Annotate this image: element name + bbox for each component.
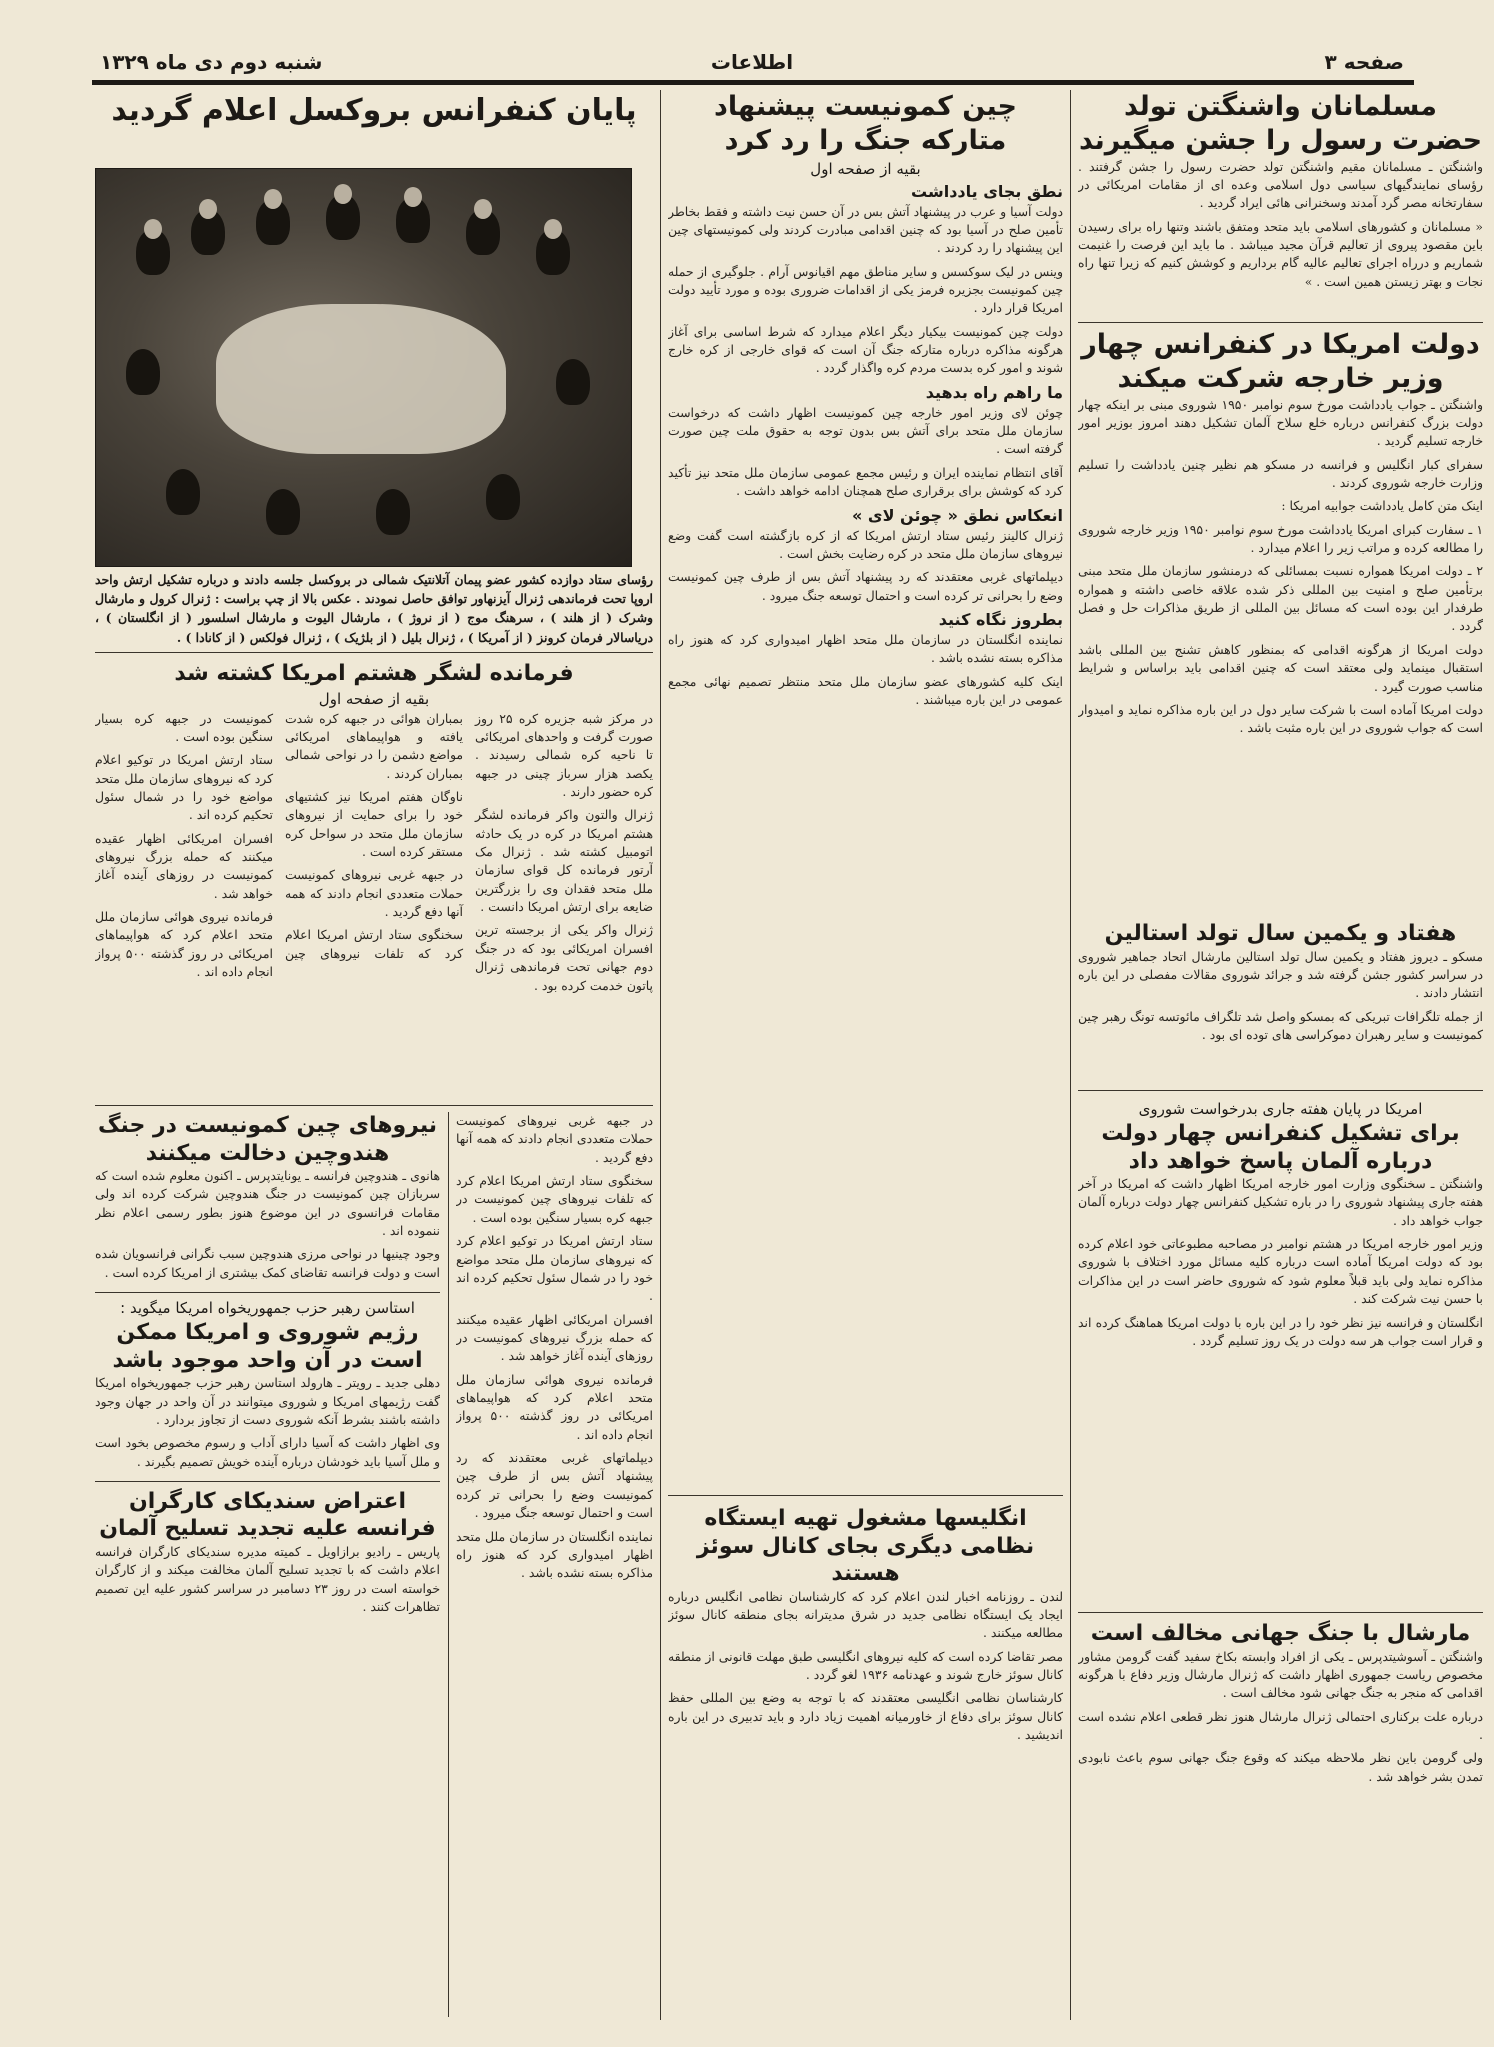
conference-table	[216, 304, 506, 454]
paragraph: در مرکز شبه جزیره کره ۲۵ روز صورت گرفت و واحدهای امریکائی تا ناحیه کره شمالی رسیدند . یکصد هزار سرباز چینی در جبهه کره حضور دارند .	[475, 710, 653, 799]
article-four-ministers	[1078, 328, 1483, 890]
article-french-unions	[95, 1488, 440, 1616]
article-marshall	[1078, 1620, 1483, 2020]
attendee	[556, 359, 590, 405]
paragraph: چوئن لای وزیر امور خارجه چین کمونیست اظهار داشت که درخواست سازمان ملل متحد برای آتش بس بدون توجه به حقوق ملت چین صورت گرفته است .	[668, 404, 1063, 457]
paragraph: افسران امریکائی اظهار عقیده میکنند که حمله بزرگ نیروهای کمونیست در روزهای آینده آغاز خواهد شد .	[456, 1311, 653, 1364]
paragraph: آقای انتظام نماینده ایران و رئیس مجمع عمومی سازمان ملل متحد نیز تأکید کرد که کوشش برای برقراری صلح همچنان ادامه خواهد داشت .	[668, 464, 1063, 499]
headline: اعتراض سندیکای کارگران فرانسه علیه تجدید تسلیح آلمان	[99, 1488, 436, 1542]
divider	[1078, 322, 1483, 323]
divider	[95, 1105, 653, 1106]
paragraph: مصر تقاضا کرده است که کلیه نیروهای انگلیسی طبق مهلت قانونی از منطقه کانال سوئز خارج شوند و عهدنامه ۱۹۳۶ لغو گردد .	[668, 1648, 1063, 1682]
inner-column-divider	[448, 1112, 449, 2017]
article-stalin-birthday	[1078, 920, 1483, 1085]
face	[144, 219, 162, 239]
headline: انگلیسها مشغول تهیه ایستگاه نظامی دیگری بجای کانال سوئز هستند	[696, 1506, 1035, 1586]
continuation-note: بقیه از صفحه اول	[318, 689, 430, 708]
paragraph: ستاد ارتش امریکا در توکیو اعلام کرد که نیروهای سازمان ملل متحد مواضع خود را در شمال سئول تحکیم کرده اند .	[95, 752, 273, 823]
paragraph: واشنگتن ـ آسوشیتدپرس ـ یکی از افراد وابسته بکاخ سفید گفت گرومن مشاور مخصوص ریاست جمهوری اظهار داشت که ژنرال مارشال وزیر دفاع با هرگونه اقدامی که منجر به جنگ جهانی شود مخالف است .	[1078, 1648, 1483, 1701]
paragraph: وجود چینیها در نواحی مرزی هندوچین سبب نگرانی فرانسویان شده است و دولت فرانسه تقاضای کمک بیشتری از امریکا کرده است .	[95, 1246, 440, 1280]
paragraph: فرمانده نیروی هوائی سازمان ملل متحد اعلام کرد که هواپیماهای امریکائی در روز گذشته ۵۰۰ پرواز انجام داده اند .	[95, 909, 273, 980]
header-rule	[92, 80, 1414, 85]
paragraph: دولت چین کمونیست بیکیار دیگر اعلام میدارد که شرط اساسی برای آغاز هرگونه مذاکره درباره متارکه جنگ آن است که قوای خارجی از کره خارج شوند و امور کره بدست مردم کره واگذار گردد .	[668, 323, 1063, 376]
article-indochina	[95, 1112, 440, 1282]
subhead: بطروز نگاه کنید	[938, 609, 1063, 629]
paragraph: دهلی جدید ـ رویتر ـ هارولد استاسن رهبر حزب جمهوریخواه امریکا گفت رژیمهای امریکا و شوروی میتوانند در آن واحد در جهان وجود داشته باشند بشرط آنکه شوروی دست از تجاوز بردارد .	[95, 1375, 440, 1427]
divider	[95, 1481, 440, 1482]
paragraph: ۱ ـ سفارت کبرای امریکا یادداشت مورخ سوم نوامبر ۱۹۵۰ وزیر خارجه شوروی را مطالعه کرده و مراتب زیر را اعلام میدارد .	[1078, 521, 1483, 556]
headline: پایان کنفرانس بروکسل اعلام گردید	[111, 93, 637, 128]
page-number: صفحه ۳	[1324, 50, 1404, 74]
paragraph: وی اظهار داشت که آسیا دارای آداب و رسوم مخصوص بخود است و ملل آسیا باید خودشان درباره آینده خویش تصمیم بگیرند .	[95, 1435, 440, 1469]
paragraph: « مسلمانان و کشورهای اسلامی باید متحد ومتفق باشند وتنها راه برای رسیدن باین مقصود پیروی از تعالیم قرآن مجید میباشد . ما باید این فرصت را غنیمت شماریم و درراه اجرای تعالیم عالیه گام برداریم و کوشش کنیم که زیرا تنها راه نجات و بهتر زیستن همین است . »	[1078, 218, 1483, 289]
paragraph: وینس در لیک سوکسس و سایر مناطق مهم اقیانوس آرام . جلوگیری از حمله چین کمونیست بجزیره فرمز یکی از اقدامات ضروری بوده و مورد تأیید دولت امریکا قرار دارد .	[668, 263, 1063, 316]
subhead: ما راهم راه بدهید	[925, 382, 1063, 402]
paragraph: اینک کلیه کشورهای عضو سازمان ملل متحد منتظر تصمیم نهائی مجمع عمومی در این باره میباشند .	[668, 673, 1063, 708]
photo-caption-block	[95, 570, 653, 658]
paragraph: مسکو ـ دیروز هفتاد و یکمین سال تولد استالین مارشال اتحاد جماهیر شوروی در سراسر کشور جشن گرفته شد و جرائد شوروی مقالات مفصلی در این باره انتشار دادند .	[1078, 948, 1483, 1001]
paper-name: اطلاعات	[710, 50, 794, 74]
paragraph: درباره علت برکناری احتمالی ژنرال مارشال هنوز نظر قطعی اعلام نشده است .	[1078, 1708, 1483, 1742]
headline: نیروهای چین کمونیست در جنگ هندوچین دخالت میکنند	[97, 1113, 438, 1166]
paragraph: سخنگوی ستاد ارتش امریکا اعلام کرد که تلفات نیروهای چین کمونیست در جبهه کره بسیار سنگین بوده است .	[95, 710, 463, 961]
face	[544, 219, 562, 239]
headline: چین کمونیست پیشنهاد متارکه جنگ را رد کرد	[714, 91, 1017, 156]
paragraph: از جمله تلگرافات تبریکی که بمسکو واصل شد تلگراف مائوتسه تونگ رهبر چین کمونیست و سایر رهبران دموکراسی های توده ای بود .	[1078, 1008, 1483, 1042]
paragraph: نماینده انگلستان در سازمان ملل متحد اظهار امیدواری کرد که هنوز راه مذاکره بسته نشده باشد .	[456, 1528, 653, 1581]
face	[474, 199, 492, 219]
divider	[1078, 1090, 1483, 1091]
brussels-conference-photo	[95, 168, 632, 567]
paragraph: هانوی ـ هندوچین فرانسه ـ یونایتدپرس ـ اکنون معلوم شده است که سربازان چین کمونیست در جنگ هندوچین شرکت کرده اند ولی مقامات فرانسوی در این موضوع هنوز بطور رسمی اعلام نظر ننموده اند .	[95, 1168, 440, 1239]
headline: مارشال با جنگ جهانی مخالف است	[1090, 1621, 1471, 1646]
attendee	[266, 489, 300, 535]
attendee	[126, 349, 160, 395]
paragraph: ناوگان هفتم امریکا نیز کشتیهای خود را برای حمایت از نیروهای سازمان ملل متحد در سواحل کره مستقر کرده است .	[285, 788, 463, 860]
article-suez-base	[668, 1505, 1063, 2020]
continuation-column	[456, 1112, 653, 2017]
paragraph: دیپلماتهای غربی معتقدند که رد پیشنهاد آتش بس از طرف چین کمونیست وضع را بحرانی تر کرده است و احتمال توسعه جنگ میرود .	[456, 1450, 653, 1521]
divider	[95, 652, 653, 653]
article-stassen	[95, 1299, 440, 1471]
article-prophet-birthday	[1078, 90, 1483, 318]
paragraph: افسران امریکائی اظهار عقیده میکنند که حمله بزرگ نیروهای کمونیست در روزهای آینده آغاز خواهد شد .	[95, 830, 273, 901]
subhead: نطق بجای یادداشت	[911, 181, 1063, 201]
headline: فرمانده لشگر هشتم امریکا کشته شد	[174, 661, 574, 686]
attendee	[486, 474, 520, 520]
paragraph: ژنرال والتون واکر فرمانده لشگر هشتم امریکا در کره در یک حادثه اتومبیل کشته شد . ژنرال مک آرتور فرمانده کل قوای سازمان ملل متحد فقدان وی را بزرگترین ضایعه برای ارتش امریکا دانست .	[475, 807, 653, 915]
divider	[1078, 1612, 1483, 1613]
headline: هفتاد و یکمین سال تولد استالین	[1104, 921, 1457, 946]
kicker: امریکا در پایان هفته جاری بدرخواست شوروی	[1138, 1100, 1423, 1118]
article-brussels-headline	[95, 92, 653, 152]
headline: دولت امریکا در کنفرانس چهار وزیر خارجه شرکت میکند	[1081, 329, 1480, 394]
paragraph: فرمانده نیروی هوائی سازمان ملل متحد اعلام کرد که هواپیماهای امریکائی در روز گذشته ۵۰۰ پرواز انجام داده اند .	[456, 1371, 653, 1442]
face	[334, 184, 352, 204]
subhead: انعکاس نطق « چوئن لای »	[852, 505, 1063, 525]
paragraph: کارشناسان نظامی انگلیسی معتقدند که با توجه به وضع بین المللی حفظ کانال سوئز برای دفاع از خاورمیانه اهمیت زیاد دارد و باید تدبیری در این باره اندیشید .	[668, 1690, 1063, 1743]
column-divider-left	[660, 90, 661, 2020]
paragraph: پاریس ـ رادیو برازاویل ـ کمیته مدیره سندیکای کارگران فرانسه اعلام داشت که با تجدید تسلیح آلمان مخالفت میکند و از کارگران خواسته است در روز ۲۳ دسامبر در سراسر کشور علیه این تصمیم تظاهرات کنند .	[95, 1543, 440, 1615]
article-china-rejects-ceasefire	[668, 90, 1063, 1485]
paragraph: در جبهه غربی نیروهای کمونیست حملات متعددی انجام دادند که همه آنها دفع گردید .	[456, 1113, 653, 1165]
article-germany-reply	[1078, 1098, 1483, 1608]
paragraph: ولی گرومن باین نظر ملاحظه میکند که وقوع جنگ جهانی سوم باعث نابودی تمدن بشر خواهد شد .	[1078, 1750, 1483, 1784]
paragraph: واشنگتن ـ جواب یادداشت مورخ سوم نوامبر ۱۹۵۰ شوروی مبنی بر اینکه چهار دولت بزرگ کنفرانس درباره خلع سلاح آلمان تشکیل دهند امروز بوزیر امور خارجه تسلیم گردید .	[1078, 396, 1483, 449]
paragraph: دولت آسیا و عرب در پیشنهاد آتش بس در آن حسن نیت داشته و فقط بخاطر تأمین صلح در آسیا بود که چنین اقدامی مبادرت کردند ولی کمونیستهای چین این پیشنهاد را رد کردند .	[668, 203, 1063, 256]
paragraph: دولت امریکا آماده است با شرکت سایر دول در این باره مذاکره نماید و امیدوار است که جواب شوروی در این باره مثبت باشد .	[1078, 701, 1483, 736]
attendee	[376, 489, 410, 535]
paragraph: نماینده انگلستان در سازمان ملل متحد اظهار امیدواری کرد که هنوز راه مذاکره بسته نشده باشد .	[668, 631, 1063, 666]
face	[264, 189, 282, 209]
paragraph: دولت امریکا از هرگونه اقدامی که بمنظور کاهش تشنج بین المللی باشد استقبال مینماید ولی معتقد است که چنین اقدامی باید براساس و شرایط مناسب صورت گیرد .	[1078, 641, 1483, 694]
divider	[668, 1495, 1063, 1496]
paragraph: بمباران هوائی در جبهه کره شدت یافته و هواپیماهای امریکائی مواضع دشمن را در نواحی شمالی بمباران کردند .	[285, 710, 463, 781]
paragraph: واشنگتن ـ مسلمانان مقیم واشنگتن تولد حضرت رسول را جشن گرفتند . رؤسای نمایندگیهای سیاسی دول اسلامی وعده ای از مقامات امریکائی در سفارتخانه مصر گرد آمدند وسخنرانی هائی ایراد گردید .	[1078, 158, 1483, 211]
paragraph: انگلستان و فرانسه نیز نظر خود را در این باره با دولت امریکا هماهنگ کرده اند و قرار است جواب هر سه دولت در یک روز تسلیم گردد .	[1078, 1314, 1483, 1348]
kicker: استاسن رهبر حزب جمهوریخواه امریکا میگوید :	[120, 1299, 415, 1318]
headline: رژیم شوروی و امریکا ممکن است در آن واحد موجود باشد	[112, 1320, 423, 1373]
column-divider-right	[1070, 90, 1071, 2020]
paragraph: ژنرال کالینز رئیس ستاد ارتش امریکا که از کره بازگشته است گفت وضع نیروهای سازمان ملل متحد در کره رضایت بخش است .	[668, 527, 1063, 561]
face	[199, 199, 217, 219]
paragraph: ستاد ارتش امریکا در توکیو اعلام کرد که نیروهای سازمان ملل متحد مواضع خود را در شمال سئول تحکیم کرده اند .	[456, 1233, 653, 1304]
paragraph: ژنرال واکر یکی از برجسته ترین افسران امریکائی بود که در جنگ دوم جهانی تحت فرماندهی ژنرال پاتون خدمت کرده بود .	[475, 922, 653, 993]
paragraph: در جبهه غربی نیروهای کمونیست حملات متعددی انجام دادند که همه آنها دفع گردید .	[285, 867, 463, 920]
paragraph: سخنگوی ستاد ارتش امریکا اعلام کرد که تلفات نیروهای چین کمونیست در جبهه کره بسیار سنگین بوده است .	[456, 1173, 653, 1225]
issue-date: شنبه دوم دی ماه ۱۳۲۹	[100, 50, 323, 74]
paragraph: وزیر امور خارجه امریکا در هشتم نوامبر در مصاحبه مطبوعاتی خود اعلام کرده بود که دولت امریکا آماده است درباره کلیه مسائل مورد اختلاف با شوروی مذاکره نماید ولی باید قبلاً معلوم شود که شوروی حاضر است در این مذاکرات با حسن نیت شرکت کند .	[1078, 1236, 1483, 1307]
face	[404, 187, 422, 207]
paragraph: لندن ـ روزنامه اخبار لندن اعلام کرد که کارشناسان نظامی انگلیس درباره ایجاد یک ایستگاه نظامی جدید در شرق مدیترانه بجای منطقه کانال سوئز مطالعه میکنند .	[668, 1588, 1063, 1641]
left-lower-column	[95, 1112, 440, 2017]
headline: برای تشکیل کنفرانس چهار دولت درباره آلمان پاسخ خواهد داد	[1101, 1121, 1460, 1174]
paragraph: ۲ ـ دولت امریکا همواره نسبت بمسائلی که درمنشور سازمان ملل متحد مبنی برتأمین صلح و امنیت بین المللی ذکر شده علاقه خاصی داشته و همواره طرفدار این بوده است که مسائل بین المللی از طریق مذاکرات حل و فصل گردد .	[1078, 563, 1483, 634]
article-columns	[95, 710, 653, 995]
attendee	[166, 469, 200, 515]
running-header	[90, 46, 1414, 76]
paragraph: دیپلماتهای غربی معتقدند که رد پیشنهاد آتش بس از طرف چین کمونیست وضع را بحرانی تر کرده است و احتمال توسعه جنگ میرود .	[668, 569, 1063, 603]
paragraph: سفرای کبار انگلیس و فرانسه در مسکو هم نظیر چنین یادداشت را تسلیم وزارت خارجه شوروی کردند .	[1078, 456, 1483, 490]
headline: مسلمانان واشنگتن تولد حضرت رسول را جشن میگیرند	[1078, 91, 1483, 156]
continuation-note: بقیه از صفحه اول	[810, 159, 921, 178]
paragraph: واشنگتن ـ سخنگوی وزارت امور خارجه امریکا اظهار داشت که امریکا در آخر هفته جاری پیشنهاد شوروی را در باره تشکیل کنفرانس چهار دولت درباره آلمان جواب خواهد داد .	[1078, 1176, 1483, 1228]
photo-caption: رؤسای ستاد دوازده کشور عضو پیمان آتلانتیک شمالی در بروکسل جلسه دادند و درباره تشکیل ارتش واحد اروپا تحت فرماندهی ژنرال آیزنهاور توافق حاصل نمودند . عکس بالا از چپ براست : ژنرال کرول و مارشال وشرک ( از هلند ) ، سرهنگ موج ( از نروژ ) ، مارشال الیوت و مارشال اسلسور ( از انگلستان ) ، دریاسالار فرمان کرونز ( از آمریکا ) ، ژنرال بلیل ( از بلژیک ) ، ژنرال فولکس ( از کانادا ) .	[95, 572, 653, 645]
article-eighth-army-commander	[95, 660, 653, 1100]
paragraph: اینک متن کامل یادداشت جوابیه امریکا :	[1281, 498, 1483, 514]
divider	[95, 1292, 440, 1293]
